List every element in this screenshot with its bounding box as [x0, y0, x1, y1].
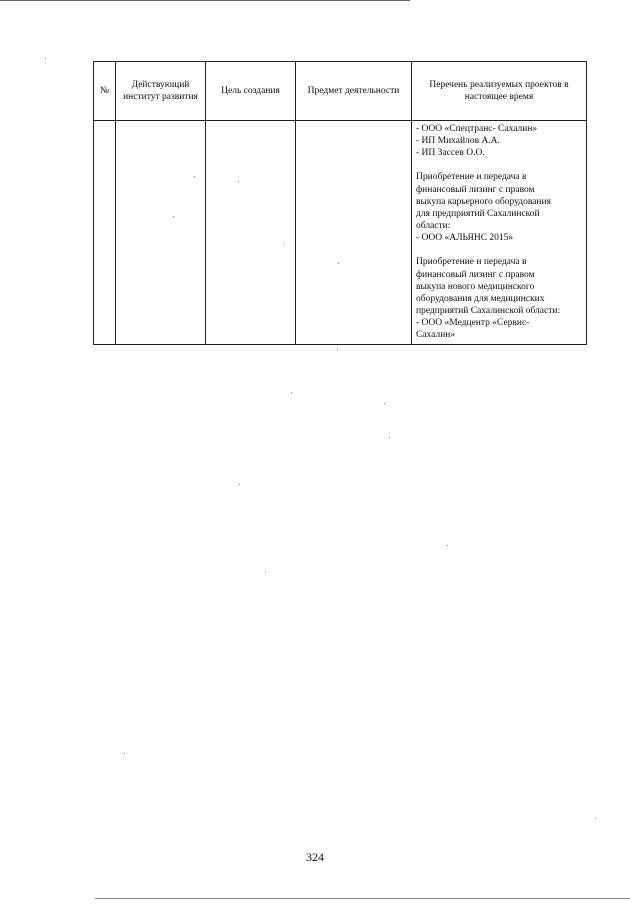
header-projects: Перечень реализуемых проектов в настоящее время	[412, 62, 587, 121]
project-line: Сахалин»	[416, 330, 456, 341]
project-line: Приобретение и передача в	[416, 172, 527, 183]
header-number: №	[94, 62, 116, 121]
header-goal: Цель создания	[206, 62, 296, 121]
scan-speck	[238, 181, 239, 182]
scan-speck	[384, 403, 385, 404]
table-row	[94, 121, 587, 345]
scan-speck	[389, 437, 390, 438]
cell-subject	[296, 121, 412, 345]
scan-edge-top	[0, 0, 410, 1]
project-line: Приобретение и передача в	[416, 257, 527, 268]
scan-speck	[124, 753, 125, 754]
table-header-row	[94, 62, 587, 121]
scan-speck	[283, 244, 284, 245]
project-line: предприятий Сахалинской области:	[416, 306, 561, 317]
scan-speck	[239, 484, 240, 485]
scan-speck	[45, 58, 46, 59]
project-line: для предприятий Сахалинской	[416, 208, 540, 219]
scan-speck	[173, 216, 174, 217]
project-line: области:	[416, 221, 451, 232]
scan-speck	[337, 349, 338, 350]
header-institute: Действующий институт развития	[116, 62, 206, 121]
cell-number	[94, 121, 116, 345]
cell-goal	[206, 121, 296, 345]
paragraph-gap	[416, 244, 582, 256]
project-line: - ООО «Спецтранс- Сахалин»	[416, 124, 538, 134]
project-line: - ООО «АЛЬЯНС 2015»	[416, 233, 514, 244]
scan-speck	[338, 263, 339, 264]
scan-edge-bottom	[95, 898, 630, 899]
scan-speck	[447, 545, 448, 546]
projects-table	[93, 61, 587, 345]
paragraph-gap	[416, 159, 582, 171]
header-subject: Предмет деятельности	[296, 62, 412, 121]
cell-projects	[412, 121, 587, 345]
scan-speck	[291, 392, 292, 393]
scan-speck	[595, 818, 596, 819]
project-line: выкупа карьерного оборудования	[416, 196, 551, 207]
scan-speck	[265, 572, 266, 573]
project-line: выкупа нового медицинского	[416, 281, 535, 292]
project-line: - ООО «Медцентр «Сервис-	[416, 318, 530, 329]
page-number: 324	[306, 850, 324, 864]
cell-institute	[116, 121, 206, 345]
project-line: - ИП Михайлов А.А.	[416, 136, 500, 147]
project-line: финансовый лизинг с правом	[416, 184, 535, 195]
project-line: - ИП Зассев О.О.	[416, 148, 485, 159]
project-line: оборудования для медицинских	[416, 293, 545, 304]
project-line: финансовый лизинг с правом	[416, 269, 535, 280]
scan-speck	[194, 176, 195, 177]
